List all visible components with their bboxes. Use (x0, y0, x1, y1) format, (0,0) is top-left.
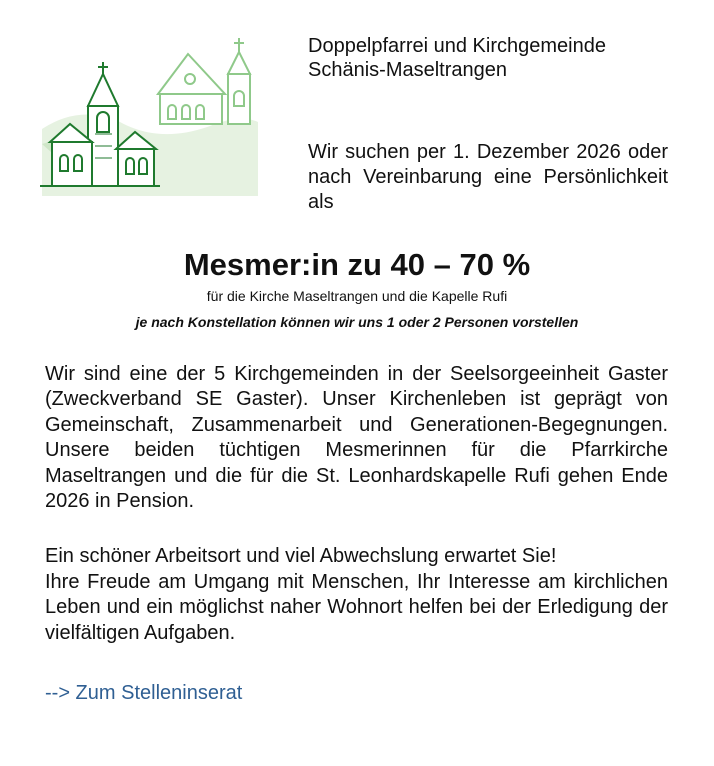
church-logo-icon (40, 34, 260, 196)
intro-text: Wir suchen per 1. Dezember 2026 oder nach Vereinbarung eine Persönlichkeit als (308, 141, 668, 213)
organization-line-2: Schänis-Maseltrangen (308, 59, 507, 81)
job-title: Mesmer:in zu 40 – 70 % (183, 247, 531, 282)
job-note: je nach Konstellation können wir uns 1 oder 2 Personen vorstellen (135, 314, 579, 330)
description-paragraph-2: Ihre Freude am Umgang mit Menschen, Ihr Interesse am kirchlichen Leben und ein möglichst naher Wohnort helfen bei der Erledigung der vielfältigen Aufgaben. (45, 571, 668, 644)
job-posting-link[interactable]: --> Zum Stelleninserat (45, 682, 243, 704)
description-paragraph-1: Wir sind eine der 5 Kirchgemeinden in der Seelsorgeeinheit Gaster (Zweckverband SE Gaster). Unser Kirchenleben ist geprägt von Gemeinschaft, Zusammenarbeit und Generationen-Begegnungen. Unsere beiden tüchtigen Mesmerinnen für die Pfarrkirche Maseltrangen und die für die St. Leonhardskapelle Rufi gehen Ende 2026 in Pension. (45, 363, 668, 513)
description-paragraph-2-lead: Ein schöner Arbeitsort und viel Abwechslung erwartet Sie! (45, 545, 557, 567)
job-subtitle: für die Kirche Maseltrangen und die Kapelle Rufi (206, 288, 508, 304)
organization-line-1: Doppelpfarrei und Kirchgemeinde (308, 35, 606, 57)
organization-name (308, 34, 668, 82)
